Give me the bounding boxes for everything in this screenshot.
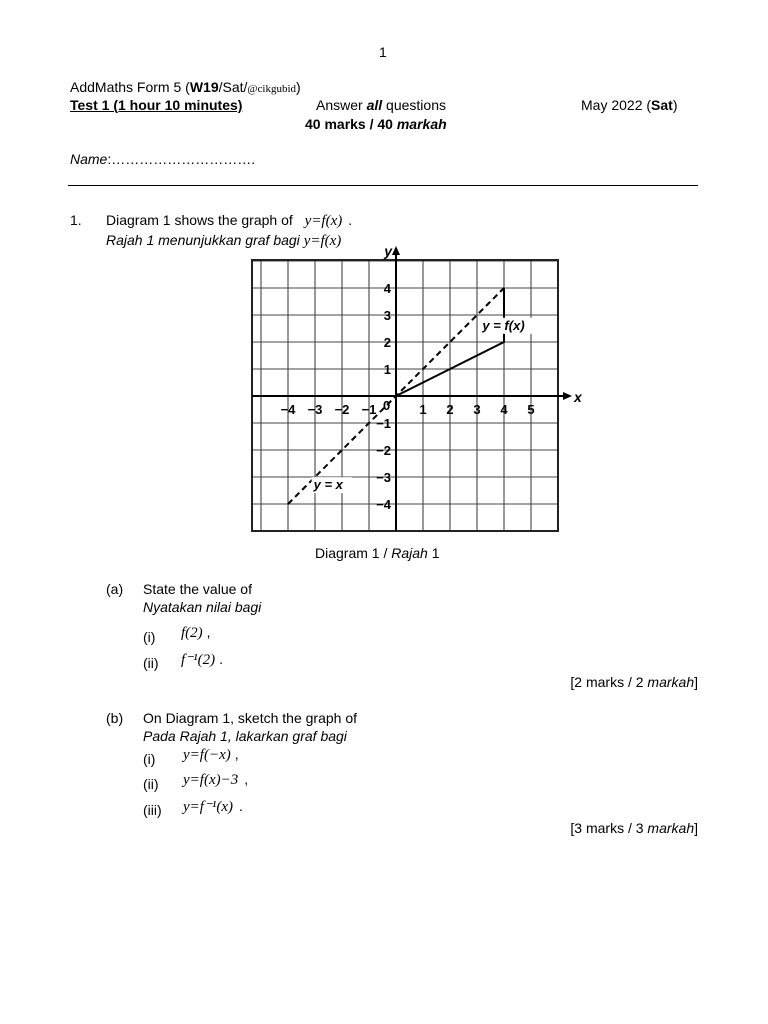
part-b-ii-label: (ii)	[143, 776, 159, 792]
intro-func: y=f(x)	[304, 213, 343, 229]
x-tick-label: 3	[473, 402, 481, 417]
part-b-ms-text: lakarkan graf bagi	[235, 728, 347, 744]
answer-all: all	[366, 97, 383, 113]
x-tick-label: 4	[500, 402, 508, 417]
label-y-equals-x	[312, 477, 353, 493]
label-y-equals-fx	[480, 318, 542, 334]
y-tick-label: −1	[376, 416, 391, 431]
course-prefix: AddMaths Form 5 (	[70, 79, 190, 95]
course-code: W19	[189, 79, 219, 95]
part-a-i-label: (i)	[143, 629, 156, 645]
date-prefix: May 2022 (	[581, 97, 652, 113]
part-b-ms-prefix: Pada Rajah 1,	[143, 728, 236, 744]
x-tick-label: 2	[446, 402, 454, 417]
question-intro-en	[106, 212, 352, 230]
part-a-label: (a)	[106, 581, 124, 597]
part-b-ii-math: y=f(x)−3	[183, 772, 239, 788]
total-marks	[305, 116, 447, 132]
y-tick-label: 1	[383, 362, 391, 377]
intro-en-text: Diagram 1 shows the graph of	[106, 212, 293, 228]
x-tick-label: −3	[307, 402, 323, 417]
answer-suffix: questions	[382, 97, 446, 113]
part-a-ii-expr	[181, 650, 223, 669]
part-a-marks	[570, 674, 698, 690]
part-b-iii-label: (iii)	[143, 802, 162, 818]
part-b-text-ms	[143, 728, 347, 744]
intro-ms-func: y=f(x)	[303, 233, 342, 249]
name-dots: :………………………….	[107, 151, 256, 167]
question-number: 1.	[70, 212, 82, 228]
part-a-text-en: State the value of	[143, 581, 252, 597]
answer-instruction	[316, 97, 446, 113]
y-axis-arrow	[392, 246, 400, 255]
part-b-marks	[570, 820, 698, 836]
part-a-text-ms: Nyatakan nilai bagi	[143, 599, 262, 615]
part-b-ii-expr	[183, 771, 248, 789]
y-tick-label: 3	[383, 308, 391, 323]
y-tick-label: 4	[383, 281, 391, 296]
label-y-equals-fx-text: y = f(x)	[482, 317, 525, 333]
part-b-marks-en: [3 marks / 3	[570, 820, 648, 836]
part-b-marks-end: ]	[694, 820, 698, 836]
course-mid: /Sat/	[218, 79, 248, 95]
name-label: Name	[70, 151, 108, 167]
y-axis-label: y	[384, 243, 392, 259]
y-tick-label: −4	[376, 497, 391, 512]
date-suffix: )	[672, 97, 678, 113]
author-handle: @cikgubid	[247, 83, 297, 95]
origin-label: 0	[383, 398, 391, 413]
marks-ms: markah	[396, 116, 447, 132]
y-tick-label: −3	[376, 470, 391, 485]
exam-date	[581, 97, 678, 113]
part-a-ii-end: .	[219, 651, 223, 667]
course-header	[70, 79, 301, 95]
intro-ms-text: Rajah 1 menunjukkan graf bagi	[106, 232, 300, 248]
intro-func-end: .	[348, 212, 353, 228]
part-a-marks-ms: markah	[647, 674, 695, 690]
part-a-i-math: f(2)	[181, 625, 203, 641]
marks-en: 40 marks / 40	[305, 116, 397, 132]
caption-en: Diagram 1 /	[315, 545, 392, 561]
part-b-i-expr	[183, 746, 239, 764]
graph-diagram-1	[250, 238, 590, 543]
part-b-i-end: ,	[234, 746, 239, 762]
part-b-iii-end: .	[239, 798, 243, 814]
part-a-marks-en: [2 marks / 2	[570, 674, 648, 690]
part-b-iii-math: y=f⁻¹(x)	[183, 799, 234, 815]
part-b-text-en: On Diagram 1, sketch the graph of	[143, 710, 357, 726]
part-b-marks-ms: markah	[647, 820, 695, 836]
x-tick-label: −1	[361, 402, 377, 417]
x-tick-label: −2	[334, 402, 350, 417]
part-a-i-end: ,	[206, 624, 211, 640]
part-b-iii-expr	[183, 797, 243, 816]
x-tick-label: 5	[527, 402, 535, 417]
caption-ms: Rajah	[391, 545, 428, 561]
diagram-caption	[315, 545, 440, 561]
caption-num: 1	[427, 545, 440, 561]
part-b-i-label: (i)	[143, 751, 156, 767]
y-tick-label: 2	[383, 335, 391, 350]
answer-prefix: Answer	[316, 97, 367, 113]
part-b-i-math: y=f(−x)	[183, 747, 231, 763]
x-axis-label: x	[574, 389, 582, 405]
x-tick-label: 1	[419, 402, 427, 417]
part-a-ii-math: f⁻¹(2)	[181, 652, 216, 668]
page-number: 1	[379, 44, 387, 60]
label-y-equals-x-text: y = x	[313, 477, 343, 493]
header-divider	[68, 185, 698, 186]
course-suffix: )	[296, 79, 301, 95]
name-line[interactable]	[70, 151, 255, 167]
test-label: Test 1 (1 hour 10 minutes)	[70, 97, 243, 113]
part-b-ii-end: ,	[244, 771, 249, 787]
part-a-ii-label: (ii)	[143, 655, 159, 671]
part-b-label: (b)	[106, 710, 124, 726]
x-tick-label: −4	[280, 402, 296, 417]
y-tick-label: −2	[376, 443, 391, 458]
date-day: Sat	[651, 97, 673, 113]
part-a-marks-end: ]	[694, 674, 698, 690]
part-a-i-expr	[181, 624, 211, 642]
x-axis-arrow	[563, 392, 572, 400]
